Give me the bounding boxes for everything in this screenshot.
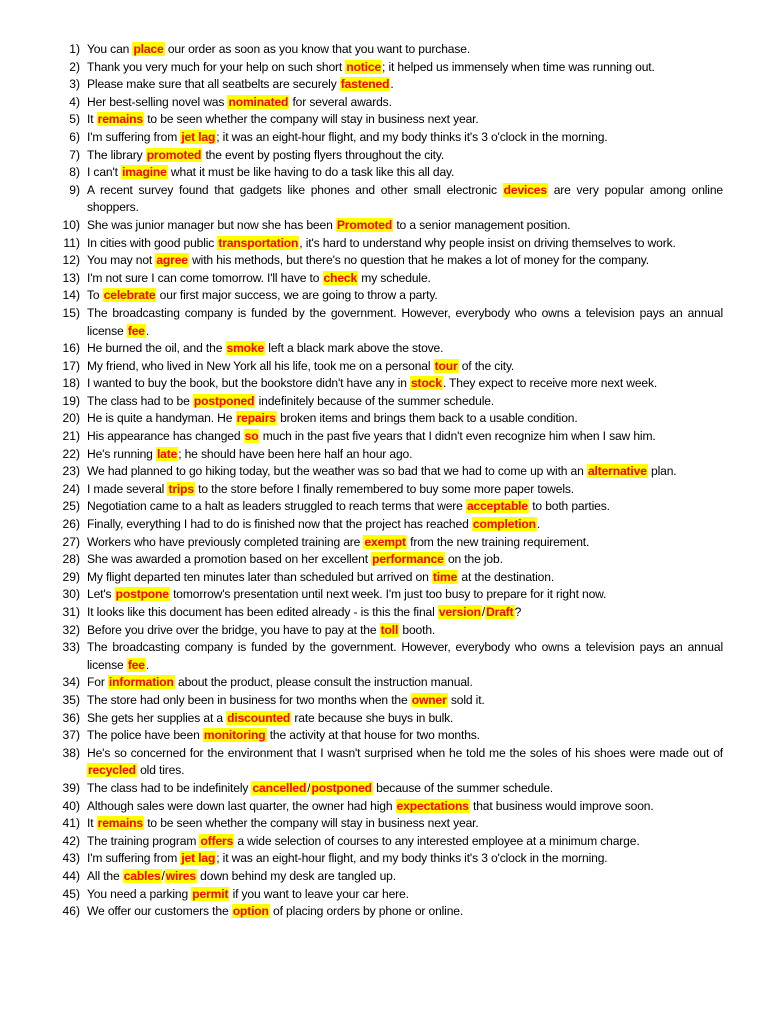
highlighted-answer: offers bbox=[200, 833, 234, 848]
sentence-text bbox=[87, 551, 723, 569]
sentence-text bbox=[87, 147, 723, 165]
list-item bbox=[0, 41, 768, 59]
list-item bbox=[0, 252, 768, 270]
list-item bbox=[0, 305, 768, 340]
sentence-fragment: much in the past five years that I didn't even recognize him when I saw him. bbox=[259, 429, 656, 444]
sentence-text bbox=[87, 129, 723, 147]
list-item bbox=[0, 674, 768, 692]
sentence-fragment: / bbox=[161, 868, 165, 883]
item-number: 13) bbox=[62, 270, 80, 285]
sentence-fragment: You can bbox=[87, 42, 133, 56]
highlighted-answer: cables bbox=[123, 868, 161, 883]
sentence-fragment: ; it was an eight-hour flight, and my body thinks it's 3 o'clock in the morning. bbox=[216, 851, 608, 866]
sentence-fragment: It bbox=[87, 112, 97, 127]
sentence-fragment: indefinitely because of the summer schedule. bbox=[255, 393, 495, 408]
sentence-fragment: plan. bbox=[647, 464, 677, 479]
list-item bbox=[0, 710, 768, 728]
highlighted-answer: transportation bbox=[218, 235, 299, 250]
sentence-fragment: ; it was an eight-hour flight, and my body thinks it's 3 o'clock in the morning. bbox=[216, 129, 608, 144]
sentence-text bbox=[87, 868, 723, 886]
highlighted-answer: wires bbox=[165, 868, 196, 883]
sentence-text bbox=[87, 586, 723, 604]
item-number: 41) bbox=[62, 816, 80, 831]
sentence-text bbox=[87, 287, 723, 305]
list-item bbox=[0, 780, 768, 798]
sentence-fragment: I'm suffering from bbox=[87, 129, 181, 144]
sentence-fragment: about the product, please consult the instruction manual. bbox=[174, 675, 473, 690]
list-item bbox=[0, 59, 768, 77]
item-number: 42) bbox=[62, 833, 80, 848]
sentence-text bbox=[87, 428, 723, 446]
sentence-fragment: You need a parking bbox=[87, 886, 192, 901]
item-number: 21) bbox=[62, 429, 80, 444]
list-item bbox=[0, 534, 768, 552]
highlighted-answer: remains bbox=[97, 816, 143, 831]
list-item bbox=[0, 217, 768, 235]
highlighted-answer: tour bbox=[434, 358, 458, 373]
sentence-fragment: She was junior manager but now she has been bbox=[87, 217, 336, 232]
list-item bbox=[0, 235, 768, 253]
sentence-text bbox=[87, 410, 723, 428]
sentence-fragment: My flight departed ten minutes later than scheduled but arrived on bbox=[87, 569, 432, 584]
sentence-fragment: The training program bbox=[87, 833, 200, 848]
highlighted-answer: permit bbox=[192, 886, 229, 901]
list-item bbox=[0, 903, 768, 921]
sentence-fragment: our first major success, we are going to throw a party. bbox=[156, 288, 438, 303]
item-number: 11) bbox=[63, 235, 80, 250]
sentence-fragment: are very popular among online shoppers. bbox=[87, 182, 723, 215]
sentence-text bbox=[87, 164, 723, 182]
sentence-fragment: what it must be like having to do a task like this all day. bbox=[167, 165, 455, 180]
item-number: 31) bbox=[62, 605, 80, 619]
list-item bbox=[0, 375, 768, 393]
highlighted-answer: imagine bbox=[122, 165, 167, 180]
highlighted-answer: performance bbox=[372, 552, 444, 567]
sentence-fragment: ; it helped us immensely when time was running out. bbox=[382, 59, 655, 74]
sentence-text bbox=[87, 674, 723, 692]
item-number: 37) bbox=[62, 728, 80, 743]
highlighted-answer: place bbox=[133, 42, 164, 56]
item-number: 45) bbox=[62, 886, 80, 901]
sentence-fragment: To bbox=[87, 288, 103, 303]
sentence-fragment: He's so concerned for the environment that I wasn't surprised when he told me the soles of his shoes were made out of bbox=[87, 745, 723, 760]
highlighted-answer: smoke bbox=[226, 341, 265, 356]
highlighted-answer: recycled bbox=[88, 763, 136, 778]
sentence-fragment: at the destination. bbox=[458, 569, 555, 584]
highlighted-answer: celebrate bbox=[103, 288, 156, 303]
item-number: 39) bbox=[62, 780, 80, 795]
item-number: 44) bbox=[62, 868, 80, 883]
highlighted-answer: completion bbox=[472, 517, 536, 532]
sentence-fragment: to a senior management position. bbox=[393, 217, 571, 232]
highlighted-answer: devices bbox=[503, 182, 547, 197]
sentence-fragment: In cities with good public bbox=[87, 235, 218, 250]
sentence-fragment: He is quite a handyman. He bbox=[87, 411, 236, 426]
item-number: 3) bbox=[69, 77, 80, 92]
sentence-fragment: Before you drive over the bridge, you have to pay at the bbox=[87, 622, 380, 637]
highlighted-answer: version bbox=[438, 605, 481, 619]
item-number: 19) bbox=[62, 393, 80, 408]
list-item bbox=[0, 551, 768, 569]
sentence-fragment: Negotiation came to a halt as leaders struggled to reach terms that were bbox=[87, 499, 466, 514]
item-number: 6) bbox=[69, 129, 80, 144]
sentence-text bbox=[87, 516, 723, 534]
sentence-fragment: my schedule. bbox=[358, 270, 431, 285]
item-number: 24) bbox=[62, 481, 80, 496]
highlighted-answer: acceptable bbox=[466, 499, 528, 514]
highlighted-answer: toll bbox=[380, 622, 399, 637]
sentence-fragment: a wide selection of courses to any interested employee at a minimum charge. bbox=[234, 833, 640, 848]
sentence-fragment: I can't bbox=[87, 165, 122, 180]
item-number: 25) bbox=[62, 499, 80, 514]
sentence-fragment: tomorrow's presentation until next week. I'm just too busy to prepare for it right now. bbox=[169, 587, 607, 602]
sentence-fragment: The library bbox=[87, 147, 146, 162]
item-number: 43) bbox=[62, 851, 80, 866]
sentence-fragment: It bbox=[87, 816, 97, 831]
list-item bbox=[0, 745, 768, 780]
sentence-fragment: All the bbox=[87, 868, 123, 883]
item-number: 18) bbox=[62, 376, 80, 391]
highlighted-answer: notice bbox=[346, 59, 382, 74]
item-number: 33) bbox=[62, 640, 80, 655]
highlighted-answer: postponed bbox=[193, 393, 255, 408]
sentence-text bbox=[87, 481, 723, 499]
list-item bbox=[0, 516, 768, 534]
sentence-text bbox=[87, 534, 723, 552]
sentence-list bbox=[0, 41, 768, 921]
sentence-fragment: His appearance has changed bbox=[87, 429, 244, 444]
list-item bbox=[0, 498, 768, 516]
highlighted-answer: fee bbox=[127, 323, 145, 338]
item-number: 36) bbox=[62, 710, 80, 725]
list-item bbox=[0, 833, 768, 851]
sentence-fragment: The broadcasting company is funded by the government. However, everybody who owns a television pays an annual license bbox=[87, 305, 723, 338]
sentence-text bbox=[87, 393, 723, 411]
sentence-text bbox=[87, 833, 723, 851]
sentence-fragment: Please make sure that all seatbelts are securely bbox=[87, 77, 340, 92]
highlighted-answer: discounted bbox=[227, 710, 291, 725]
item-number: 29) bbox=[62, 569, 80, 584]
sentence-fragment: to be seen whether the company will stay in business next year. bbox=[143, 816, 479, 831]
sentence-fragment: our order as soon as you know that you want to purchase. bbox=[164, 42, 471, 56]
list-item bbox=[0, 604, 768, 622]
highlighted-answer: fee bbox=[127, 657, 145, 672]
sentence-text bbox=[87, 270, 723, 288]
sentence-text bbox=[87, 886, 723, 904]
list-item bbox=[0, 182, 768, 217]
sentence-fragment: He burned the oil, and the bbox=[87, 341, 226, 356]
list-item bbox=[0, 111, 768, 129]
list-item bbox=[0, 446, 768, 464]
item-number: 2) bbox=[69, 59, 80, 74]
item-number: 28) bbox=[62, 552, 80, 567]
sentence-fragment: that business would improve soon. bbox=[469, 798, 654, 813]
highlighted-answer: owner bbox=[411, 692, 447, 707]
list-item bbox=[0, 340, 768, 358]
item-number: 10) bbox=[62, 217, 80, 232]
sentence-text bbox=[87, 692, 723, 710]
sentence-fragment: She was awarded a promotion based on her excellent bbox=[87, 552, 372, 567]
highlighted-answer: check bbox=[323, 270, 358, 285]
sentence-text bbox=[87, 727, 723, 745]
list-item bbox=[0, 692, 768, 710]
highlighted-answer: agree bbox=[156, 253, 188, 268]
item-number: 15) bbox=[62, 305, 80, 320]
list-item bbox=[0, 815, 768, 833]
sentence-text bbox=[87, 710, 723, 728]
sentence-fragment: I'm suffering from bbox=[87, 851, 181, 866]
sentence-fragment: Her best-selling novel was bbox=[87, 94, 228, 109]
sentence-fragment: for several awards. bbox=[289, 94, 392, 109]
sentence-fragment: You may not bbox=[87, 253, 156, 268]
sentence-fragment: She gets her supplies at a bbox=[87, 710, 227, 725]
item-number: 22) bbox=[62, 446, 80, 461]
highlighted-answer: time bbox=[432, 569, 458, 584]
highlighted-answer: trips bbox=[168, 481, 194, 496]
sentence-text bbox=[87, 217, 723, 235]
highlighted-answer: option bbox=[232, 904, 269, 919]
list-item bbox=[0, 463, 768, 481]
highlighted-answer: monitoring bbox=[203, 728, 266, 743]
highlighted-answer: information bbox=[108, 675, 174, 690]
item-number: 40) bbox=[62, 798, 80, 813]
highlighted-answer: postpone bbox=[115, 587, 169, 602]
sentence-text bbox=[87, 59, 723, 77]
item-number: 12) bbox=[62, 253, 80, 268]
sentence-text bbox=[87, 94, 723, 112]
list-item bbox=[0, 76, 768, 94]
list-item bbox=[0, 270, 768, 288]
list-item bbox=[0, 639, 768, 674]
highlighted-answer: cancelled bbox=[252, 780, 307, 795]
item-number: 46) bbox=[62, 904, 80, 919]
sentence-fragment: to the store before I finally remembered to buy some more paper towels. bbox=[194, 481, 574, 496]
sentence-text bbox=[87, 569, 723, 587]
sentence-fragment: He's running bbox=[87, 446, 156, 461]
item-number: 38) bbox=[62, 745, 80, 760]
sentence-fragment: . bbox=[145, 323, 150, 338]
highlighted-answer: stock bbox=[410, 376, 442, 391]
sentence-text bbox=[87, 252, 723, 270]
sentence-fragment: . They expect to receive more next week. bbox=[442, 376, 658, 391]
sentence-fragment: rate because she buys in bulk. bbox=[291, 710, 454, 725]
list-item bbox=[0, 798, 768, 816]
highlighted-answer: exempt bbox=[364, 534, 406, 549]
sentence-fragment: We had planned to go hiking today, but the weather was so bad that we had to come up with an bbox=[87, 464, 587, 479]
sentence-fragment: For bbox=[87, 675, 108, 690]
sentence-fragment: left a black mark above the stove. bbox=[265, 341, 444, 356]
sentence-text bbox=[87, 76, 723, 94]
highlighted-answer: promoted bbox=[146, 147, 202, 162]
sentence-fragment: It looks like this document has been edited already - is this the final bbox=[87, 605, 438, 619]
list-item bbox=[0, 622, 768, 640]
sentence-fragment: A recent survey found that gadgets like phones and other small electronic bbox=[87, 182, 503, 197]
sentence-fragment: Although sales were down last quarter, the owner had high bbox=[87, 798, 396, 813]
item-number: 16) bbox=[62, 341, 80, 356]
item-number: 1) bbox=[69, 42, 80, 56]
item-number: 34) bbox=[62, 675, 80, 690]
sentence-text bbox=[87, 622, 723, 640]
list-item bbox=[0, 569, 768, 587]
sentence-text bbox=[87, 358, 723, 376]
list-item bbox=[0, 94, 768, 112]
sentence-fragment: ; he should have been here half an hour ago. bbox=[178, 446, 413, 461]
list-item bbox=[0, 129, 768, 147]
sentence-text bbox=[87, 604, 723, 622]
sentence-text bbox=[87, 182, 723, 217]
sentence-fragment: The store had only been in business for two months when the bbox=[87, 692, 411, 707]
sentence-fragment: The class had to be indefinitely bbox=[87, 780, 252, 795]
sentence-fragment: to both parties. bbox=[528, 499, 610, 514]
sentence-fragment: . bbox=[145, 657, 150, 672]
sentence-fragment: The class had to be bbox=[87, 393, 193, 408]
sentence-fragment: Thank you very much for your help on such short bbox=[87, 59, 346, 74]
sentence-text bbox=[87, 340, 723, 358]
list-item bbox=[0, 586, 768, 604]
item-number: 27) bbox=[62, 534, 80, 549]
sentence-fragment: from the new training requirement. bbox=[406, 534, 590, 549]
sentence-fragment: Let's bbox=[87, 587, 115, 602]
highlighted-answer: postponed bbox=[311, 780, 372, 795]
item-number: 4) bbox=[69, 94, 80, 109]
item-number: 9) bbox=[69, 182, 80, 197]
sentence-fragment: I made several bbox=[87, 481, 168, 496]
sentence-fragment: on the job. bbox=[444, 552, 503, 567]
item-number: 30) bbox=[62, 587, 80, 602]
sentence-text bbox=[87, 498, 723, 516]
sentence-fragment: I wanted to buy the book, but the bookstore didn't have any in bbox=[87, 376, 410, 391]
item-number: 26) bbox=[62, 517, 80, 532]
sentence-fragment: old tires. bbox=[136, 763, 185, 778]
highlighted-answer: so bbox=[244, 429, 259, 444]
sentence-fragment: Workers who have previously completed training are bbox=[87, 534, 364, 549]
sentence-text bbox=[87, 639, 723, 674]
item-number: 8) bbox=[69, 165, 80, 180]
sentence-text bbox=[87, 850, 723, 868]
sentence-fragment: We offer our customers the bbox=[87, 904, 232, 919]
sentence-fragment: of placing orders by phone or online. bbox=[269, 904, 464, 919]
list-item bbox=[0, 868, 768, 886]
list-item bbox=[0, 393, 768, 411]
list-item bbox=[0, 147, 768, 165]
item-number: 20) bbox=[62, 411, 80, 426]
list-item bbox=[0, 358, 768, 376]
sentence-text bbox=[87, 815, 723, 833]
sentence-text bbox=[87, 745, 723, 780]
sentence-fragment: I'm not sure I can come tomorrow. I'll have to bbox=[87, 270, 323, 285]
sentence-fragment: Finally, everything I had to do is finished now that the project has reached bbox=[87, 517, 472, 532]
sentence-text bbox=[87, 780, 723, 798]
sentence-text bbox=[87, 903, 723, 921]
sentence-text bbox=[87, 446, 723, 464]
sentence-text bbox=[87, 375, 723, 393]
sentence-fragment: booth. bbox=[399, 622, 436, 637]
sentence-fragment: down behind my desk are tangled up. bbox=[196, 868, 396, 883]
sentence-fragment: the event by posting flyers throughout the city. bbox=[202, 147, 445, 162]
highlighted-answer: Promoted bbox=[336, 217, 393, 232]
sentence-fragment: My friend, who lived in New York all his life, took me on a personal bbox=[87, 358, 434, 373]
list-item bbox=[0, 287, 768, 305]
item-number: 5) bbox=[69, 112, 80, 127]
sentence-fragment: / bbox=[481, 605, 486, 619]
highlighted-answer: jet lag bbox=[181, 129, 216, 144]
highlighted-answer: alternative bbox=[587, 464, 647, 479]
list-item bbox=[0, 886, 768, 904]
sentence-fragment: The broadcasting company is funded by the government. However, everybody who owns a television pays an annual license bbox=[87, 640, 723, 672]
item-number: 14) bbox=[62, 288, 80, 303]
list-item bbox=[0, 727, 768, 745]
highlighted-answer: jet lag bbox=[181, 851, 216, 866]
sentence-fragment: . bbox=[536, 517, 541, 532]
item-number: 23) bbox=[62, 464, 80, 479]
sentence-fragment: the activity at that house for two months. bbox=[266, 728, 480, 743]
list-item bbox=[0, 164, 768, 182]
highlighted-answer: Draft bbox=[486, 605, 514, 619]
sentence-fragment: . bbox=[390, 77, 394, 92]
highlighted-answer: expectations bbox=[396, 798, 469, 813]
sentence-text bbox=[87, 305, 723, 340]
sentence-fragment: ? bbox=[514, 605, 522, 619]
list-item bbox=[0, 410, 768, 428]
sentence-fragment: with his methods, but there's no question that he makes a lot of money for the company. bbox=[188, 253, 650, 268]
sentence-fragment: because of the summer schedule. bbox=[372, 780, 554, 795]
sentence-fragment: sold it. bbox=[447, 692, 485, 707]
sentence-fragment: , it's hard to understand why people insist on driving themselves to work. bbox=[299, 235, 676, 250]
sentence-text bbox=[87, 463, 723, 481]
sentence-text bbox=[87, 798, 723, 816]
item-number: 32) bbox=[62, 622, 80, 637]
sentence-fragment: The police have been bbox=[87, 728, 203, 743]
sentence-text bbox=[87, 235, 723, 253]
sentence-fragment: if you want to leave your car here. bbox=[229, 886, 409, 901]
highlighted-answer: late bbox=[156, 446, 178, 461]
sentence-fragment: to be seen whether the company will stay in business next year. bbox=[143, 112, 479, 127]
sentence-text bbox=[87, 41, 723, 59]
sentence-fragment: broken items and brings them back to a usable condition. bbox=[276, 411, 578, 426]
item-number: 7) bbox=[69, 147, 80, 162]
highlighted-answer: fastened bbox=[340, 77, 390, 92]
sentence-fragment: of the city. bbox=[458, 358, 515, 373]
highlighted-answer: nominated bbox=[228, 94, 289, 109]
list-item bbox=[0, 850, 768, 868]
sentence-text bbox=[87, 111, 723, 129]
highlighted-answer: remains bbox=[97, 112, 143, 127]
highlighted-answer: repairs bbox=[236, 411, 276, 426]
sentence-fragment: / bbox=[307, 780, 311, 795]
item-number: 35) bbox=[62, 692, 80, 707]
item-number: 17) bbox=[62, 358, 80, 373]
list-item bbox=[0, 481, 768, 499]
list-item bbox=[0, 428, 768, 446]
